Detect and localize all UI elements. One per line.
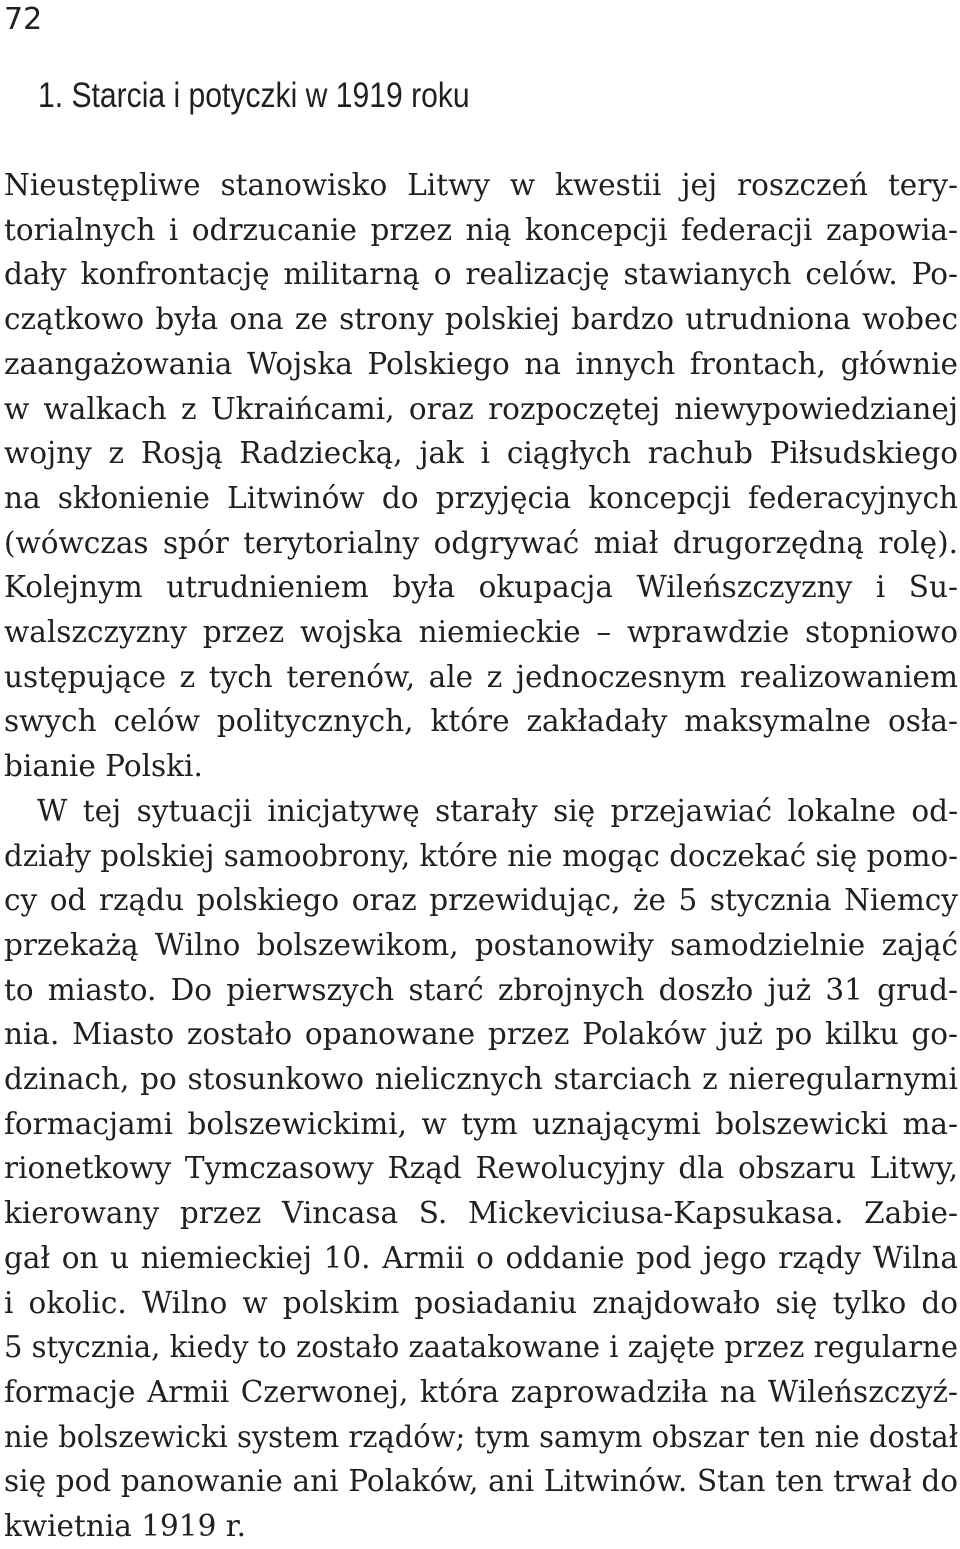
text-line: formacjami bolszewickimi, w tym uznającymi bolszewicki ma-	[4, 1106, 958, 1141]
text-line: Kolejnym utrudnieniem była okupacja Wileńszczyzny i Su-	[4, 570, 958, 605]
text-line: swych celów politycznych, które zakładały maksymalne osła-	[4, 704, 958, 739]
text-line: przekażą Wilno bolszewikom, postanowiły samodzielnie zająć	[4, 927, 958, 962]
text-line: rionetkowy Tymczasowy Rząd Rewolucyjny dla obszaru Litwy,	[4, 1151, 959, 1186]
text-line: wojny z Rosją Radziecką, jak i ciągłych rachub Piłsudskiego	[4, 436, 959, 471]
text-line: formacje Armii Czerwonej, która zaprowadziła na Wileńszczyź-	[4, 1374, 958, 1409]
text-line: Nieustępliwe stanowisko Litwy w kwestii jej roszczeń tery-	[4, 168, 958, 202]
text-line: na skłonienie Litwinów do przyjęcia koncepcji federacyjnych	[4, 480, 958, 515]
text-line: działy polskiej samoobrony, które nie mogąc doczekać się pomo-	[4, 838, 959, 873]
paragraph-2	[4, 789, 958, 1549]
text-line: bianie Polski.	[4, 749, 203, 784]
text-line: dały konfrontację militarną o realizację stawianych celów. Po-	[4, 257, 958, 292]
text-line: nia. Miasto zostało opanowane przez Polaków już po kilku go-	[4, 1017, 959, 1052]
text-line: W tej sytuacji inicjatywę starały się przejawiać lokalne od-	[37, 793, 959, 828]
text-line: to miasto. Do pierwszych starć zbrojnych doszło już 31 grud-	[4, 972, 958, 1007]
chapter-heading: 1. Starcia i potyczki w 1919 roku	[38, 76, 470, 115]
text-line: i okolic. Wilno w polskim posiadaniu znajdowało się tylko do	[4, 1285, 958, 1320]
text-line: gał on u niemieckiej 10. Armii o oddanie pod jego rządy Wilna	[4, 1240, 958, 1275]
text-line: w walkach z Ukraińcami, oraz rozpoczętej niewypowiedzianej	[4, 391, 959, 426]
text-line: dzinach, po stosunkowo nielicznych starciach z nieregularnymi	[4, 1062, 958, 1097]
text-line: czątkowo była ona ze strony polskiej bardzo utrudniona wobec	[4, 302, 959, 337]
text-line: kwietnia 1919 r.	[4, 1509, 246, 1544]
text-line: kierowany przez Vincasa S. Mickeviciusa-Kapsukasa. Zabie-	[4, 1196, 958, 1231]
text-line: zaangażowania Wojska Polskiego na innych frontach, głównie	[4, 346, 958, 381]
text-line: nie bolszewicki system rządów; tym samym obszar ten nie dostał	[4, 1419, 958, 1454]
text-line: walszczyzny przez wojska niemieckie – wprawdzie stopniowo	[4, 615, 958, 650]
text-line: ustępujące z tych terenów, ale z jednoczesnym realizowaniem	[4, 659, 958, 694]
text-line: cy od rządu polskiego oraz przewidując, że 5 stycznia Niemcy	[4, 883, 958, 918]
text-line: się pod panowanie ani Polaków, ani Litwinów. Stan ten trwał do	[4, 1464, 958, 1499]
text-line: torialnych i odrzucanie przez nią koncepcji federacji zapowia-	[4, 212, 958, 247]
body-text	[4, 163, 958, 1549]
text-line: 5 stycznia, kiedy to zostało zaatakowane i zajęte przez regularne	[4, 1330, 958, 1365]
page-number: 72	[4, 2, 43, 37]
paragraph-1	[4, 163, 958, 789]
text-line: (wówczas spór terytorialny odgrywać miał drugorzędną rolę).	[4, 525, 958, 560]
